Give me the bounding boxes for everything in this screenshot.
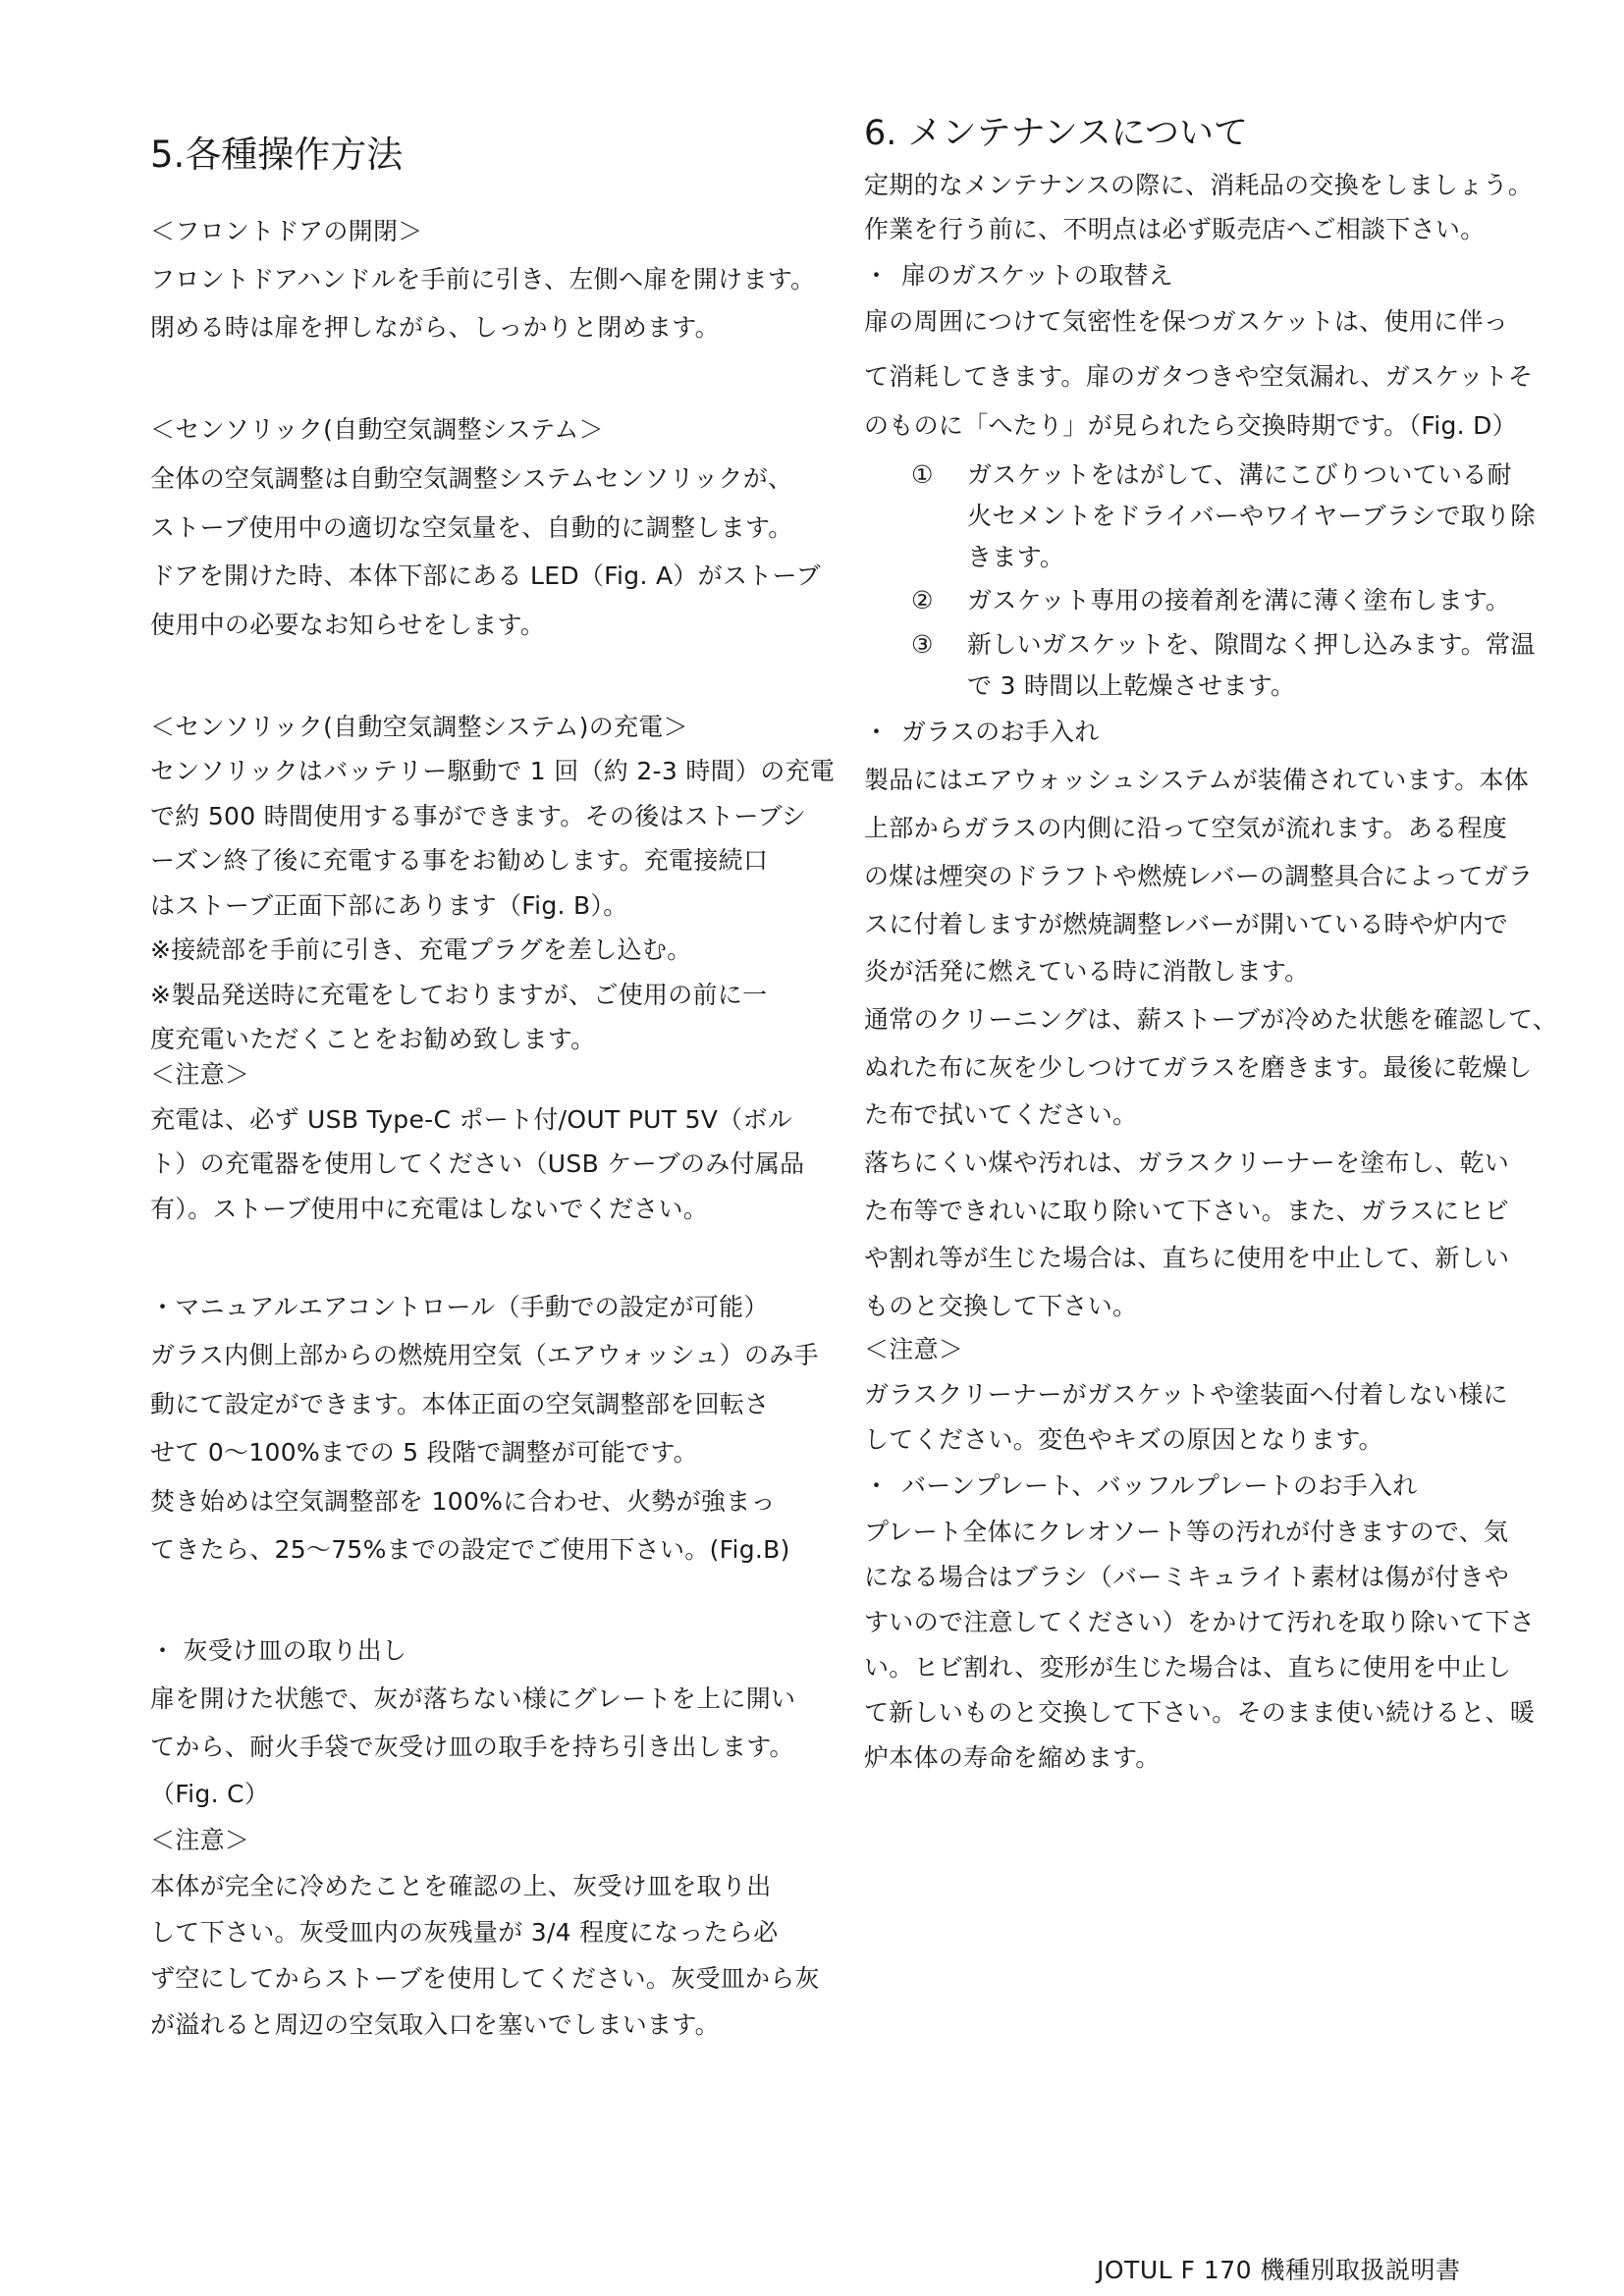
charging-heading: ＜センソリック(自動空気調整システム)の充電＞ xyxy=(150,713,688,741)
gasket-line: のものに「へたり」が見られたら交換時期です。（Fig. D） xyxy=(864,411,1518,440)
charging-line: ーズン終了後に充電する事をお勧めします。充電接続口 xyxy=(150,846,769,875)
glass-line: ものと交換して下さい。 xyxy=(864,1292,1138,1320)
gasket-step-line: ガスケット専用の接着剤を溝に薄く塗布します。 xyxy=(967,586,1511,614)
ash-caution-line: ず空にしてからストーブを使用してください。灰受皿から灰 xyxy=(150,1964,820,1993)
ash-caution-line: して下さい。灰受皿内の灰残量が 3/4 程度になったら必 xyxy=(150,1918,779,1947)
gasket-step-line: きます。 xyxy=(967,543,1065,571)
charging-line: ※接続部を手前に引き、充電プラグを差し込む。 xyxy=(150,935,692,964)
charging-caution-line: 有）。ストーブ使用中に充電はしないでください。 xyxy=(150,1195,709,1223)
charging-line: 度充電いただくことをお勧め致します。 xyxy=(150,1025,596,1053)
glass-line: 上部からガラスの内側に沿って空気が流れます。ある程度 xyxy=(864,814,1508,842)
glass-bullet: ・ xyxy=(864,718,890,746)
sensoric-line: 使用中の必要なお知らせをします。 xyxy=(150,611,546,639)
charging-line: はストーブ正面下部にあります（Fig. B）。 xyxy=(150,891,628,920)
gasket-step-line: 火セメントをドライバーやワイヤーブラシで取り除 xyxy=(967,502,1536,530)
glass-caution-heading: ＜注意＞ xyxy=(864,1335,964,1363)
manual-line: ガラス内側上部からの燃焼用空気（エアウォッシュ）のみ手 xyxy=(150,1341,819,1369)
burnplate-line: すいので注意してください）をかけて汚れを取り除いて下さ xyxy=(864,1608,1536,1636)
glass-line: や割れ等が生じた場合は、直ちに使用を中止して、新しい xyxy=(864,1244,1510,1272)
glass-line: 炎が活発に燃えている時に消散します。 xyxy=(864,957,1310,986)
burnplate-heading: バーンプレート、バッフルプレートのお手入れ xyxy=(901,1471,1418,1500)
gasket-step-number: ② xyxy=(911,586,934,614)
glass-caution-line: してください。変色やキズの原因となります。 xyxy=(864,1425,1383,1454)
ash-caution-heading: ＜注意＞ xyxy=(150,1826,250,1854)
sensoric-heading: ＜センソリック(自動空気調整システム＞ xyxy=(150,415,604,444)
section-5-title: 5.各種操作方法 xyxy=(150,133,404,176)
gasket-line: て消耗してきます。扉のガタつきや空気漏れ、ガスケットそ xyxy=(864,362,1534,391)
manual-line: 動にて設定ができます。本体正面の空気調整部を回転さ xyxy=(150,1390,770,1418)
sensoric-line: ストーブ使用中の適切な空気量を、自動的に調整します。 xyxy=(150,513,793,542)
page-footer: JOTUL F 170 機種別取扱説明書 xyxy=(1097,2256,1461,2284)
ash-line: （Fig. C） xyxy=(150,1780,270,1808)
front-door-line: 閉める時は扉を押しながら、しっかりと閉めます。 xyxy=(150,313,720,342)
gasket-step-line: で 3 時間以上乾燥させます。 xyxy=(967,671,1296,700)
gasket-step-number: ③ xyxy=(911,630,934,659)
glass-line: スに付着しますが燃焼調整レバーが開いている時や炉内で xyxy=(864,910,1509,938)
manual-heading: ・マニュアルエアコントロール（手動での設定が可能） xyxy=(150,1293,769,1321)
glass-line: た布で拭いてください。 xyxy=(864,1100,1138,1129)
charging-line: ※製品発送時に充電をしておりますが、ご使用の前に一 xyxy=(150,981,768,1009)
gasket-bullet: ・ xyxy=(864,261,890,290)
burnplate-line: 炉本体の寿命を縮めます。 xyxy=(864,1743,1161,1772)
maintenance-intro-line: 作業を行う前に、不明点は必ず販売店へご相談下さい。 xyxy=(864,215,1486,243)
charging-line: で約 500 時間使用する事ができます。その後はストーブシ xyxy=(150,802,807,830)
sensoric-line: ドアを開けた時、本体下部にある LED（Fig. A）がストーブ xyxy=(150,561,821,590)
manual-line: 焚き始めは空気調整部を 100%に合わせ、火勢が強まっ xyxy=(150,1487,776,1516)
glass-line: 製品にはエアウォッシュシステムが装備されています。本体 xyxy=(864,766,1530,794)
burnplate-bullet: ・ xyxy=(864,1471,890,1500)
burnplate-line: プレート全体にクレオソート等の汚れが付きますので、気 xyxy=(864,1518,1509,1546)
burnplate-line: て新しいものと交換して下さい。そのまま使い続けると、暖 xyxy=(864,1698,1536,1727)
manual-line: せて 0～100%までの 5 段階で調整が可能です。 xyxy=(150,1438,698,1467)
glass-line: た布等できれいに取り除いて下さい。また、ガラスにヒビ xyxy=(864,1197,1510,1225)
burnplate-line: い。ヒビ割れ、変形が生じた場合は、直ちに使用を中止し xyxy=(864,1653,1512,1682)
ash-caution-line: が溢れると周辺の空気取入口を塞いでしまいます。 xyxy=(150,2010,720,2039)
section-6-title: 6. メンテナンスについて xyxy=(864,114,1249,153)
gasket-step-line: 新しいガスケットを、隙間なく押し込みます。常温 xyxy=(967,630,1536,659)
gasket-line: 扉の周囲につけて気密性を保つガスケットは、使用に伴っ xyxy=(864,307,1509,336)
glass-line: の煤は煙突のドラフトや燃焼レバーの調整具合によってガラ xyxy=(864,862,1534,890)
front-door-heading: ＜フロントドアの開閉＞ xyxy=(150,217,423,245)
charging-caution-line: ト）の充電器を使用してください（USB ケーブのみ付属品 xyxy=(150,1149,805,1178)
sensoric-line: 全体の空気調整は自動空気調整システムセンソリックが、 xyxy=(150,464,793,493)
gasket-heading: 扉のガスケットの取替え xyxy=(901,261,1174,290)
ash-heading: ・ 灰受け皿の取り出し xyxy=(150,1636,407,1665)
charging-line: センソリックはバッテリー駆動で 1 回（約 2-3 時間）の充電 xyxy=(150,757,836,785)
glass-line: 落ちにくい煤や汚れは、ガラスクリーナーを塗布し、乾い xyxy=(864,1148,1510,1177)
manual-line: てきたら、25～75%までの設定でご使用下さい。(Fig.B) xyxy=(150,1535,790,1564)
glass-line: 通常のクリーニングは、薪ストーブが冷めた状態を確認して、 xyxy=(864,1005,1558,1034)
gasket-step-line: ガスケットをはがして、溝にこびりついている耐 xyxy=(967,460,1512,489)
glass-caution-line: ガラスクリーナーがガスケットや塗装面へ付着しない様に xyxy=(864,1380,1508,1409)
glass-line: ぬれた布に灰を少しつけてガラスを磨きます。最後に乾燥し xyxy=(864,1053,1533,1082)
ash-line: てから、耐火手袋で灰受け皿の取手を持ち引き出します。 xyxy=(150,1733,794,1761)
maintenance-intro-line: 定期的なメンテナンスの際に、消耗品の交換をしましょう。 xyxy=(864,171,1534,199)
burnplate-line: になる場合はブラシ（バーミキュライト素材は傷が付きや xyxy=(864,1563,1510,1591)
charging-caution-line: 充電は、必ず USB Type-C ポート付/OUT PUT 5V（ボル xyxy=(150,1105,793,1134)
ash-line: 扉を開けた状態で、灰が落ちない様にグレートを上に開い xyxy=(150,1684,796,1713)
ash-caution-line: 本体が完全に冷めたことを確認の上、灰受け皿を取り出 xyxy=(150,1872,772,1900)
glass-heading: ガラスのお手入れ xyxy=(901,718,1100,746)
charging-caution-heading: ＜注意＞ xyxy=(150,1060,250,1089)
gasket-step-number: ① xyxy=(911,460,934,489)
front-door-line: フロントドアハンドルを手前に引き、左側へ扉を開けます。 xyxy=(150,265,816,294)
